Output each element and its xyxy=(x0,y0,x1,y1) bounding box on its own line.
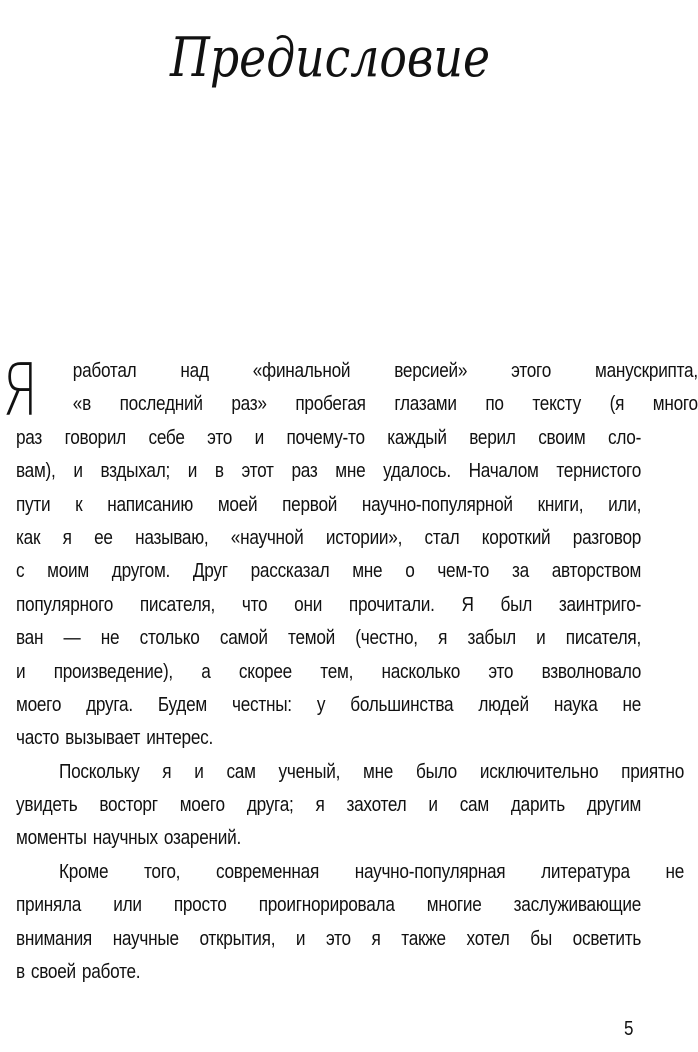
word: сам xyxy=(459,794,489,817)
word: забыл xyxy=(467,627,516,650)
word: моменты xyxy=(16,827,87,850)
word: также xyxy=(401,927,446,950)
word: восторг xyxy=(99,794,158,817)
text-line xyxy=(16,756,684,789)
word: научных xyxy=(92,827,158,850)
word: в xyxy=(16,961,25,984)
word: себе xyxy=(148,426,185,449)
word: написанию xyxy=(107,493,194,516)
word: а xyxy=(201,660,211,683)
word: людей xyxy=(478,693,529,716)
word: моего xyxy=(179,794,225,817)
word: большинства xyxy=(350,693,454,716)
word: заинтриго- xyxy=(558,593,642,616)
word: разговор xyxy=(572,526,642,549)
word: захотел xyxy=(346,794,407,817)
word: бы xyxy=(530,927,552,950)
word: был xyxy=(500,593,532,616)
word: Поскольку xyxy=(59,760,140,783)
text-line xyxy=(16,388,698,421)
word: и xyxy=(73,460,83,483)
word: того, xyxy=(144,860,181,883)
word: приятно xyxy=(621,760,685,783)
word: научные xyxy=(112,927,179,950)
word: тем, xyxy=(320,660,354,683)
word: и xyxy=(428,794,438,817)
word: это xyxy=(325,927,351,950)
word: ученый, xyxy=(278,760,341,783)
text-line xyxy=(16,689,641,722)
word: научно-популярной xyxy=(361,493,513,516)
word: произведение), xyxy=(53,660,173,683)
word: последний xyxy=(119,393,203,416)
word: или, xyxy=(608,493,642,516)
word: работе. xyxy=(81,961,141,984)
text-line xyxy=(16,355,698,388)
word: глазами xyxy=(394,393,457,416)
word: осветить xyxy=(572,927,642,950)
word: это xyxy=(207,426,233,449)
text-line xyxy=(16,455,641,488)
word: «научной xyxy=(230,526,304,549)
word: что xyxy=(241,593,268,616)
word: этого xyxy=(511,360,552,382)
text-line xyxy=(16,923,641,956)
word: Друг xyxy=(192,560,228,583)
word: проигнорировала xyxy=(258,894,395,917)
word: научно-популярная xyxy=(354,860,506,883)
drop-cap: Я xyxy=(2,348,39,432)
word: я xyxy=(62,526,72,549)
word: вам), xyxy=(16,460,56,483)
word: и xyxy=(187,460,198,483)
word: другом. xyxy=(111,560,171,583)
word: исключительно xyxy=(479,760,599,783)
word: — xyxy=(63,627,81,650)
word: я xyxy=(162,760,172,783)
word: Будем xyxy=(157,693,207,716)
word: дарить xyxy=(510,794,565,817)
word: популярного xyxy=(16,593,114,616)
word: интерес. xyxy=(146,727,214,750)
word: вздыхал; xyxy=(100,460,171,483)
word: (я xyxy=(609,393,625,416)
word: работал xyxy=(72,360,137,382)
word: пробегая xyxy=(295,393,366,416)
word: хотел xyxy=(466,927,510,950)
word: тернистого xyxy=(556,460,642,483)
word: я xyxy=(438,627,448,650)
word: раз xyxy=(291,460,318,483)
word: над xyxy=(180,360,209,382)
word: и xyxy=(16,660,26,683)
word: писателя, xyxy=(139,593,216,616)
text-line xyxy=(16,956,641,989)
text-line xyxy=(16,522,641,555)
text-line xyxy=(16,656,641,689)
text-line xyxy=(16,822,641,855)
word: заслуживающие xyxy=(513,894,642,917)
text-line xyxy=(16,722,641,755)
word: пути xyxy=(16,493,51,516)
word: открытия, xyxy=(199,927,276,950)
word: я xyxy=(371,927,381,950)
word: честны: xyxy=(231,693,292,716)
text-line xyxy=(16,789,641,822)
word: вызывает xyxy=(65,727,141,750)
word: писателя, xyxy=(565,627,641,650)
word: короткий xyxy=(481,526,551,549)
word: ван xyxy=(16,627,44,650)
word: с xyxy=(16,560,25,583)
word: сло- xyxy=(607,426,642,449)
word: другим xyxy=(586,794,642,817)
word: темой xyxy=(288,627,335,650)
word: моим xyxy=(47,560,89,583)
word: верил xyxy=(469,426,516,449)
word: взволновало xyxy=(541,660,642,683)
word: чем-то xyxy=(437,560,490,583)
word: приняла xyxy=(16,894,82,917)
word: почему-то xyxy=(286,426,365,449)
word: это xyxy=(488,660,514,683)
word: рассказал xyxy=(250,560,330,583)
text-line xyxy=(16,422,641,455)
word: за xyxy=(511,560,529,583)
word: или xyxy=(113,894,142,917)
word: я xyxy=(315,794,325,817)
word: мне xyxy=(352,560,383,583)
word: и xyxy=(194,760,204,783)
word: было xyxy=(415,760,457,783)
word: истории», xyxy=(325,526,403,549)
chapter-title-text: Предисловие xyxy=(169,26,490,89)
word: по xyxy=(485,393,504,416)
word: «в xyxy=(72,393,91,416)
word: удалось. xyxy=(383,460,451,483)
word: ее xyxy=(94,526,113,549)
word: Я xyxy=(461,593,474,616)
word: говорил xyxy=(64,426,126,449)
word: самой xyxy=(219,627,268,650)
word: моей xyxy=(217,493,258,516)
word: литература xyxy=(541,860,630,883)
word: «финальной xyxy=(252,360,351,382)
word: авторством xyxy=(551,560,642,583)
page-number: 5 xyxy=(624,1018,634,1040)
word: не xyxy=(100,627,120,650)
word: мне xyxy=(362,760,394,783)
word: не xyxy=(665,860,685,883)
word: каждый xyxy=(387,426,447,449)
word: не xyxy=(622,693,642,716)
body-text xyxy=(16,355,698,989)
word: многие xyxy=(426,894,482,917)
word: современная xyxy=(215,860,320,883)
word: тексту xyxy=(532,393,582,416)
word: раз xyxy=(16,426,43,449)
word: этот xyxy=(241,460,274,483)
word: прочитали. xyxy=(348,593,435,616)
word: они xyxy=(294,593,323,616)
word: часто xyxy=(16,727,60,750)
text-line xyxy=(16,856,684,889)
word: манускрипта, xyxy=(595,360,698,382)
word: сам xyxy=(226,760,256,783)
word: внимания xyxy=(16,927,93,950)
word: Кроме xyxy=(59,860,109,883)
word: столько xyxy=(139,627,200,650)
word: мне xyxy=(335,460,366,483)
word: первой xyxy=(282,493,338,516)
word: (честно, xyxy=(355,627,418,650)
word: называю, xyxy=(135,526,209,549)
word: скорее xyxy=(238,660,292,683)
word: озарений. xyxy=(163,827,241,850)
text-line xyxy=(16,489,641,522)
word: своим xyxy=(538,426,586,449)
word: и xyxy=(295,927,306,950)
word: просто xyxy=(173,894,227,917)
word: насколько xyxy=(381,660,461,683)
text-line xyxy=(16,555,641,588)
word: друга. xyxy=(86,693,133,716)
word: друга; xyxy=(246,794,294,817)
word: увидеть xyxy=(16,794,78,817)
word: своей xyxy=(30,961,76,984)
text-line xyxy=(16,589,641,622)
word: моего xyxy=(16,693,62,716)
word: и xyxy=(536,627,546,650)
word: книги, xyxy=(537,493,584,516)
word: о xyxy=(405,560,415,583)
word: в xyxy=(214,460,224,483)
word: как xyxy=(16,526,41,549)
word: много xyxy=(652,393,698,416)
text-line xyxy=(16,622,641,655)
word: стал xyxy=(424,526,460,549)
word: раз» xyxy=(231,393,267,416)
word: наука xyxy=(553,693,598,716)
word: к xyxy=(75,493,83,516)
chapter-title xyxy=(160,8,500,108)
word: версией» xyxy=(394,360,468,382)
word: Началом xyxy=(468,460,539,483)
word: у xyxy=(316,693,326,716)
text-line xyxy=(16,889,641,922)
word: и xyxy=(254,426,264,449)
